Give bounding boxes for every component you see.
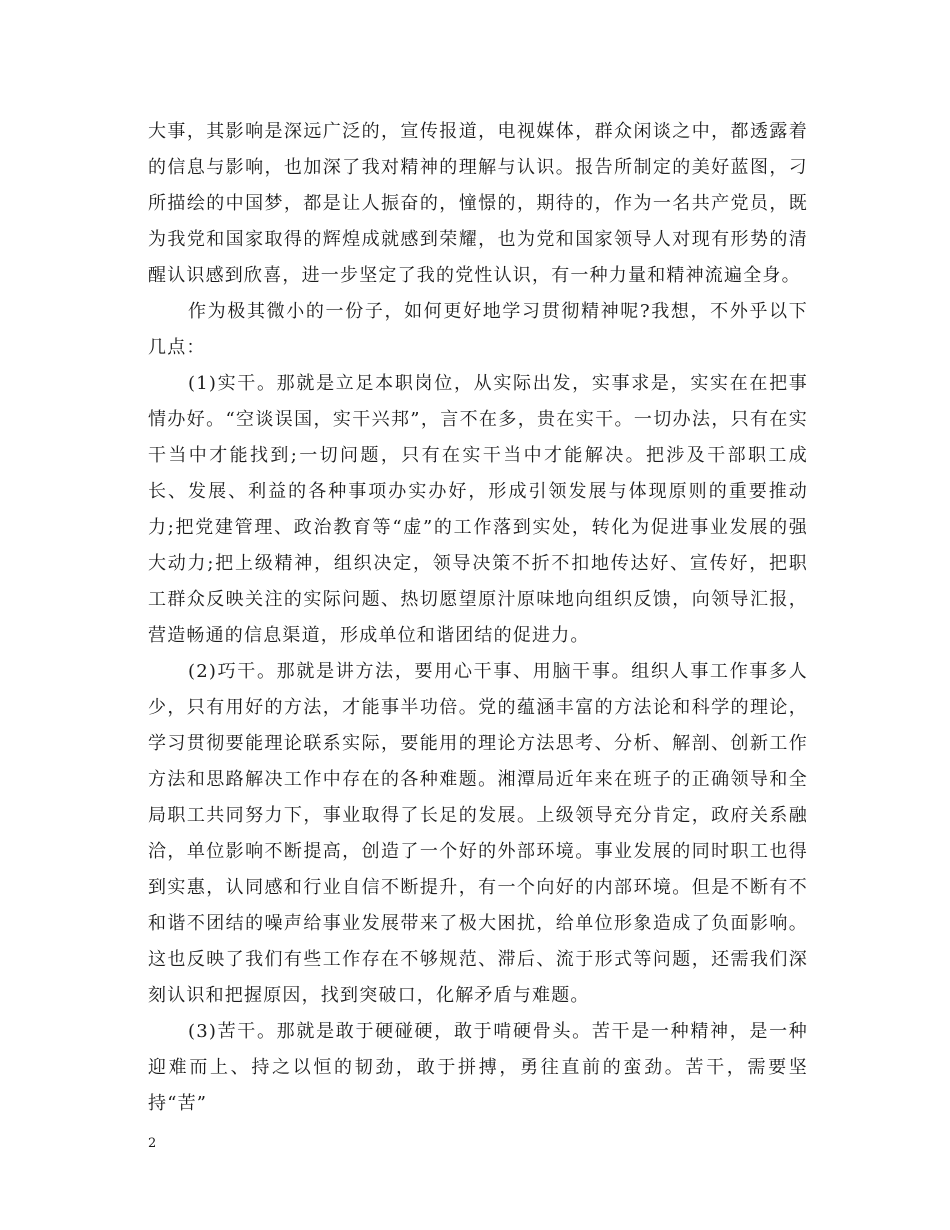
paragraph-point-3: (3)苦干。那就是敢于硬碰硬，敢于啃硬骨头。苦干是一种精神，是一种迎难而上、持之以恒的韧劲，敢于拼搏，勇往直前的蛮劲。苦干，需要坚持“苦” <box>148 1021 808 1114</box>
paragraph-intro-question: 作为极其微小的一份子，如何更好地学习贯彻精神呢?我想，不外乎以下几点： <box>148 301 808 358</box>
page-number: 2 <box>148 1136 157 1151</box>
paragraph-point-2: (2)巧干。那就是讲方法，要用心干事、用脑干事。组织人事工作事多人少，只有用好的方法，才能事半功倍。党的蕴涵丰富的方法论和科学的理论，学习贯彻要能理论联系实际，要能用的理论方法思考、分析、解剖、创新工作方法和思路解决工作中存在的各种难题。湘潭局近年来在班子的正确领导和全局职工共同努力下，事业取得了长足的发展。上级领导充分肯定，政府关系融洽，单位影响不断提高，创造了一个好的外部环境。事业发展的同时职工也得到实惠，认同感和行业自信不断提升，有一个向好的内部环境。但是不断有不和谐不团结的噪声给事业发展带来了极大困扰，给单位形象造成了负面影响。这也反映了我们有些工作存在不够规范、滞后、流于形式等问题，还需我们深刻认识和把握原因，找到突破口，化解矛盾与难题。 <box>148 661 808 1006</box>
paragraph-point-1: (1)实干。那就是立足本职岗位，从实际出发，实事求是，实实在在把事情办好。“空谈误国，实干兴邦”，言不在多，贵在实干。一切办法，只有在实干当中才能找到;一切问题，只有在实干当中才能解决。把涉及干部职工成长、发展、利益的各种事项办实办好，形成引领发展与体现原则的重要推动力;把党建管理、政治教育等“虚”的工作落到实处，转化为促进事业发展的强大动力;把上级精神，组织决定，领导决策不折不扣地传达好、宣传好，把职工群众反映关注的实际问题、热切愿望原汁原味地向组织反馈，向领导汇报，营造畅通的信息渠道，形成单位和谐团结的促进力。 <box>148 373 808 646</box>
document-body <box>148 114 808 1122</box>
paragraph-continuation: 大事，其影响是深远广泛的，宣传报道，电视媒体，群众闲谈之中，都透露着的信息与影响，也加深了我对精神的理解与认识。报告所制定的美好蓝图，刁所描绘的中国梦，都是让人振奋的，憧憬的，期待的，作为一名共产党员，既为我党和国家取得的辉煌成就感到荣耀，也为党和国家领导人对现有形势的清醒认识感到欣喜，进一步坚定了我的党性认识，有一种力量和精神流遍全身。 <box>148 121 808 286</box>
